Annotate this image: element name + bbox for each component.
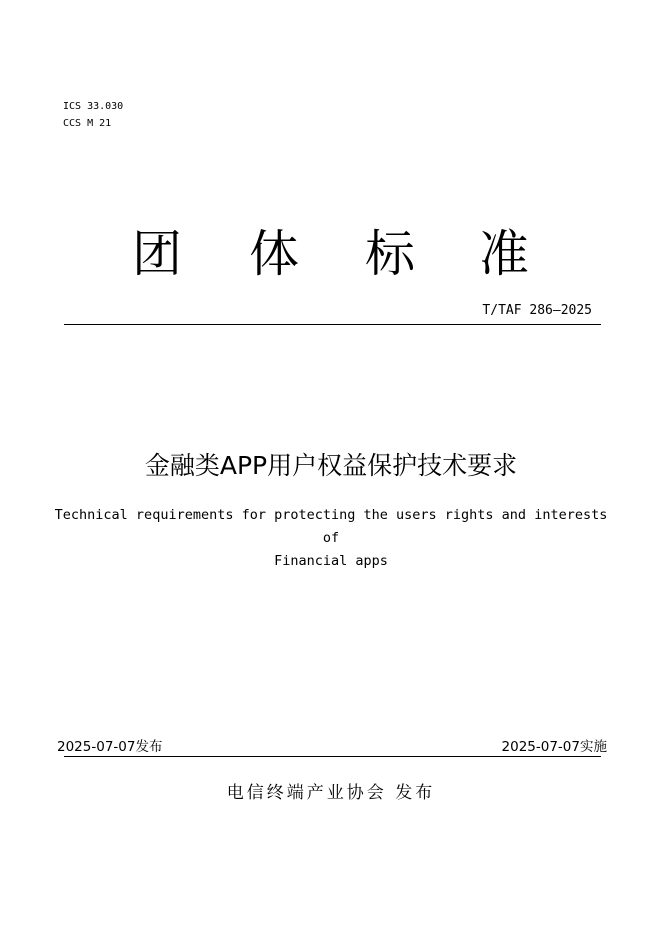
standard-type-char: 标 <box>365 225 415 283</box>
document-title-english <box>50 504 612 573</box>
header-divider <box>64 324 601 325</box>
ics-code: ICS 33.030 <box>63 101 124 112</box>
english-title-line-2: Financial apps <box>274 553 388 569</box>
english-title-line-1: Technical requirements for protecting the users rights and interests of <box>54 507 608 546</box>
standard-type-char: 团 <box>132 225 182 283</box>
standard-type-heading <box>0 222 662 286</box>
standard-type-char: 准 <box>479 225 529 283</box>
publish-date: 2025-07-07发布 <box>57 739 163 755</box>
implementation-date: 2025-07-07实施 <box>501 739 607 755</box>
footer-divider <box>64 756 601 757</box>
standard-type-char: 体 <box>249 225 299 283</box>
standard-number: T/TAF 286—2025 <box>482 303 592 318</box>
classification-codes <box>63 98 123 132</box>
publisher: 电信终端产业协会 发布 <box>226 783 436 803</box>
document-title-chinese: 金融类APP用户权益保护技术要求 <box>144 451 518 480</box>
ccs-code: CCS M 21 <box>63 118 112 129</box>
